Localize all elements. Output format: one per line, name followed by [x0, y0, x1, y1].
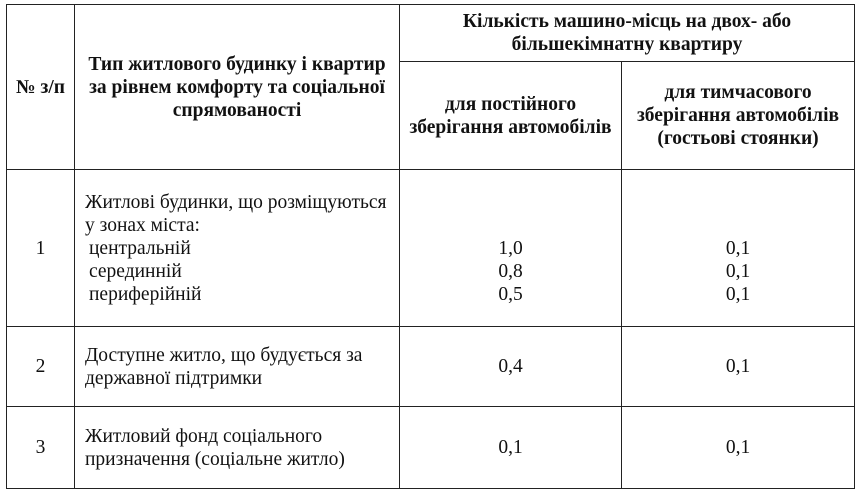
row-permanent-value: 0,8 — [498, 260, 523, 282]
row-permanent-value: 1,0 — [498, 237, 523, 259]
row-temporary-cell — [622, 170, 855, 327]
row-number: 1 — [7, 170, 75, 327]
row-permanent-value: 0,1 — [400, 407, 622, 489]
table-row — [7, 327, 855, 407]
header-row-1 — [7, 5, 855, 62]
row-temporary-value: 0,1 — [622, 327, 855, 407]
row-type: Житлові будинки, що розміщуються у зонах міста: — [85, 191, 387, 236]
row-temporary-value: 0,1 — [622, 407, 855, 489]
row-temporary-value: 0,1 — [725, 237, 751, 259]
row-number: 3 — [7, 407, 75, 489]
row-subtype: серединній — [89, 260, 182, 282]
header-num: № з/п — [7, 5, 75, 170]
header-permanent: для постійного зберігання автомобілів — [400, 62, 622, 170]
row-type: Житловий фонд соціального призначення (соціальне житло) — [75, 407, 400, 489]
row-type: Доступне житло, що будується за державної підтримки — [75, 327, 400, 407]
row-temporary-value: 0,1 — [725, 283, 751, 305]
row-permanent-value: 0,4 — [400, 327, 622, 407]
row-type-cell — [75, 170, 400, 327]
table-row — [7, 170, 855, 327]
row-permanent-value: 0,5 — [498, 283, 523, 305]
row-subtype: центральній — [89, 237, 191, 259]
table-row — [7, 407, 855, 489]
parking-norms-table — [6, 4, 855, 489]
row-temporary-value: 0,1 — [725, 260, 751, 282]
header-temporary: для тимчасового зберігання автомобілів (гостьові стоянки) — [622, 62, 855, 170]
header-type: Тип житлового будинку і квартир за рівнем комфорту та соціальної спрямованості — [75, 5, 400, 170]
row-number: 2 — [7, 327, 75, 407]
row-permanent-cell — [400, 170, 622, 327]
header-group: Кількість машино-місць на двох- або більшекімнатну квартиру — [400, 5, 855, 62]
row-subtype: периферійній — [89, 283, 202, 305]
